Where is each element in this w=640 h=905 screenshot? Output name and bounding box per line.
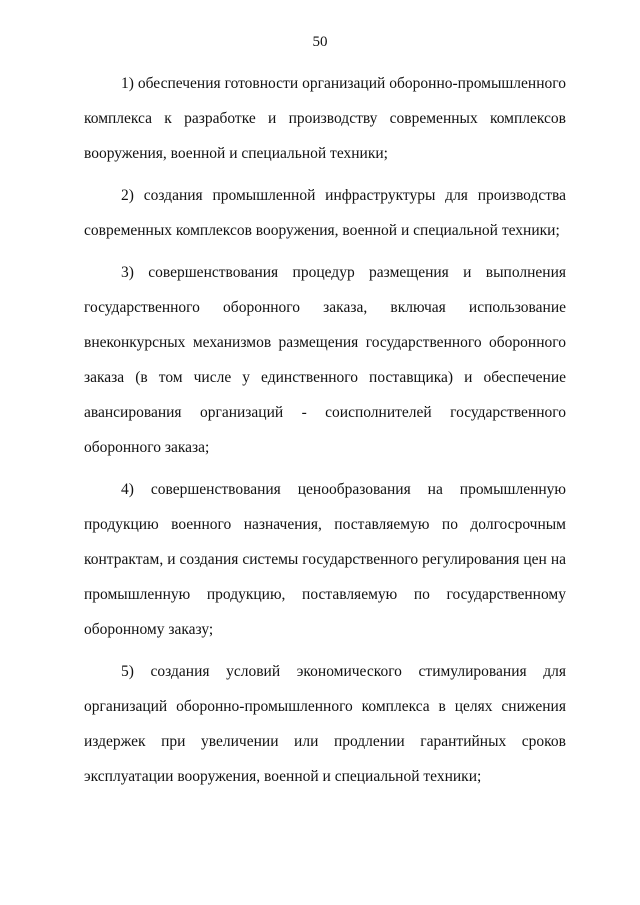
list-item-3: 3) совершенствования процедур размещения и выполнения государственного оборонного заказа, включая использование внеконкурсных механизмов размещения государственного оборонного заказа (в том числе у единственного поставщика) и обеспечение авансирования организаций - соисполнителей государственного оборонного заказа; <box>84 264 566 456</box>
list-item-4: 4) совершенствования ценообразования на промышленную продукцию военного назначения, поставляемую по долгосрочным контрактам, и создания системы государственного регулирования цен на промышленную продукцию, поставляемую по государственному оборонному заказу; <box>84 481 566 638</box>
page-number: 50 <box>312 34 328 50</box>
list-item-2: 2) создания промышленной инфраструктуры для производства современных комплексов вооружения, военной и специальной техники; <box>84 187 566 239</box>
list-item-1: 1) обеспечения готовности организаций оборонно-промышленного комплекса к разработке и производству современных комплексов вооружения, военной и специальной техники; <box>84 75 566 162</box>
document-body <box>84 66 566 801</box>
list-item-5: 5) создания условий экономического стимулирования для организаций оборонно-промышленного комплекса в целях снижения издержек при увеличении или продлении гарантийных сроков эксплуатации вооружения, военной и специальной техники; <box>84 663 566 785</box>
